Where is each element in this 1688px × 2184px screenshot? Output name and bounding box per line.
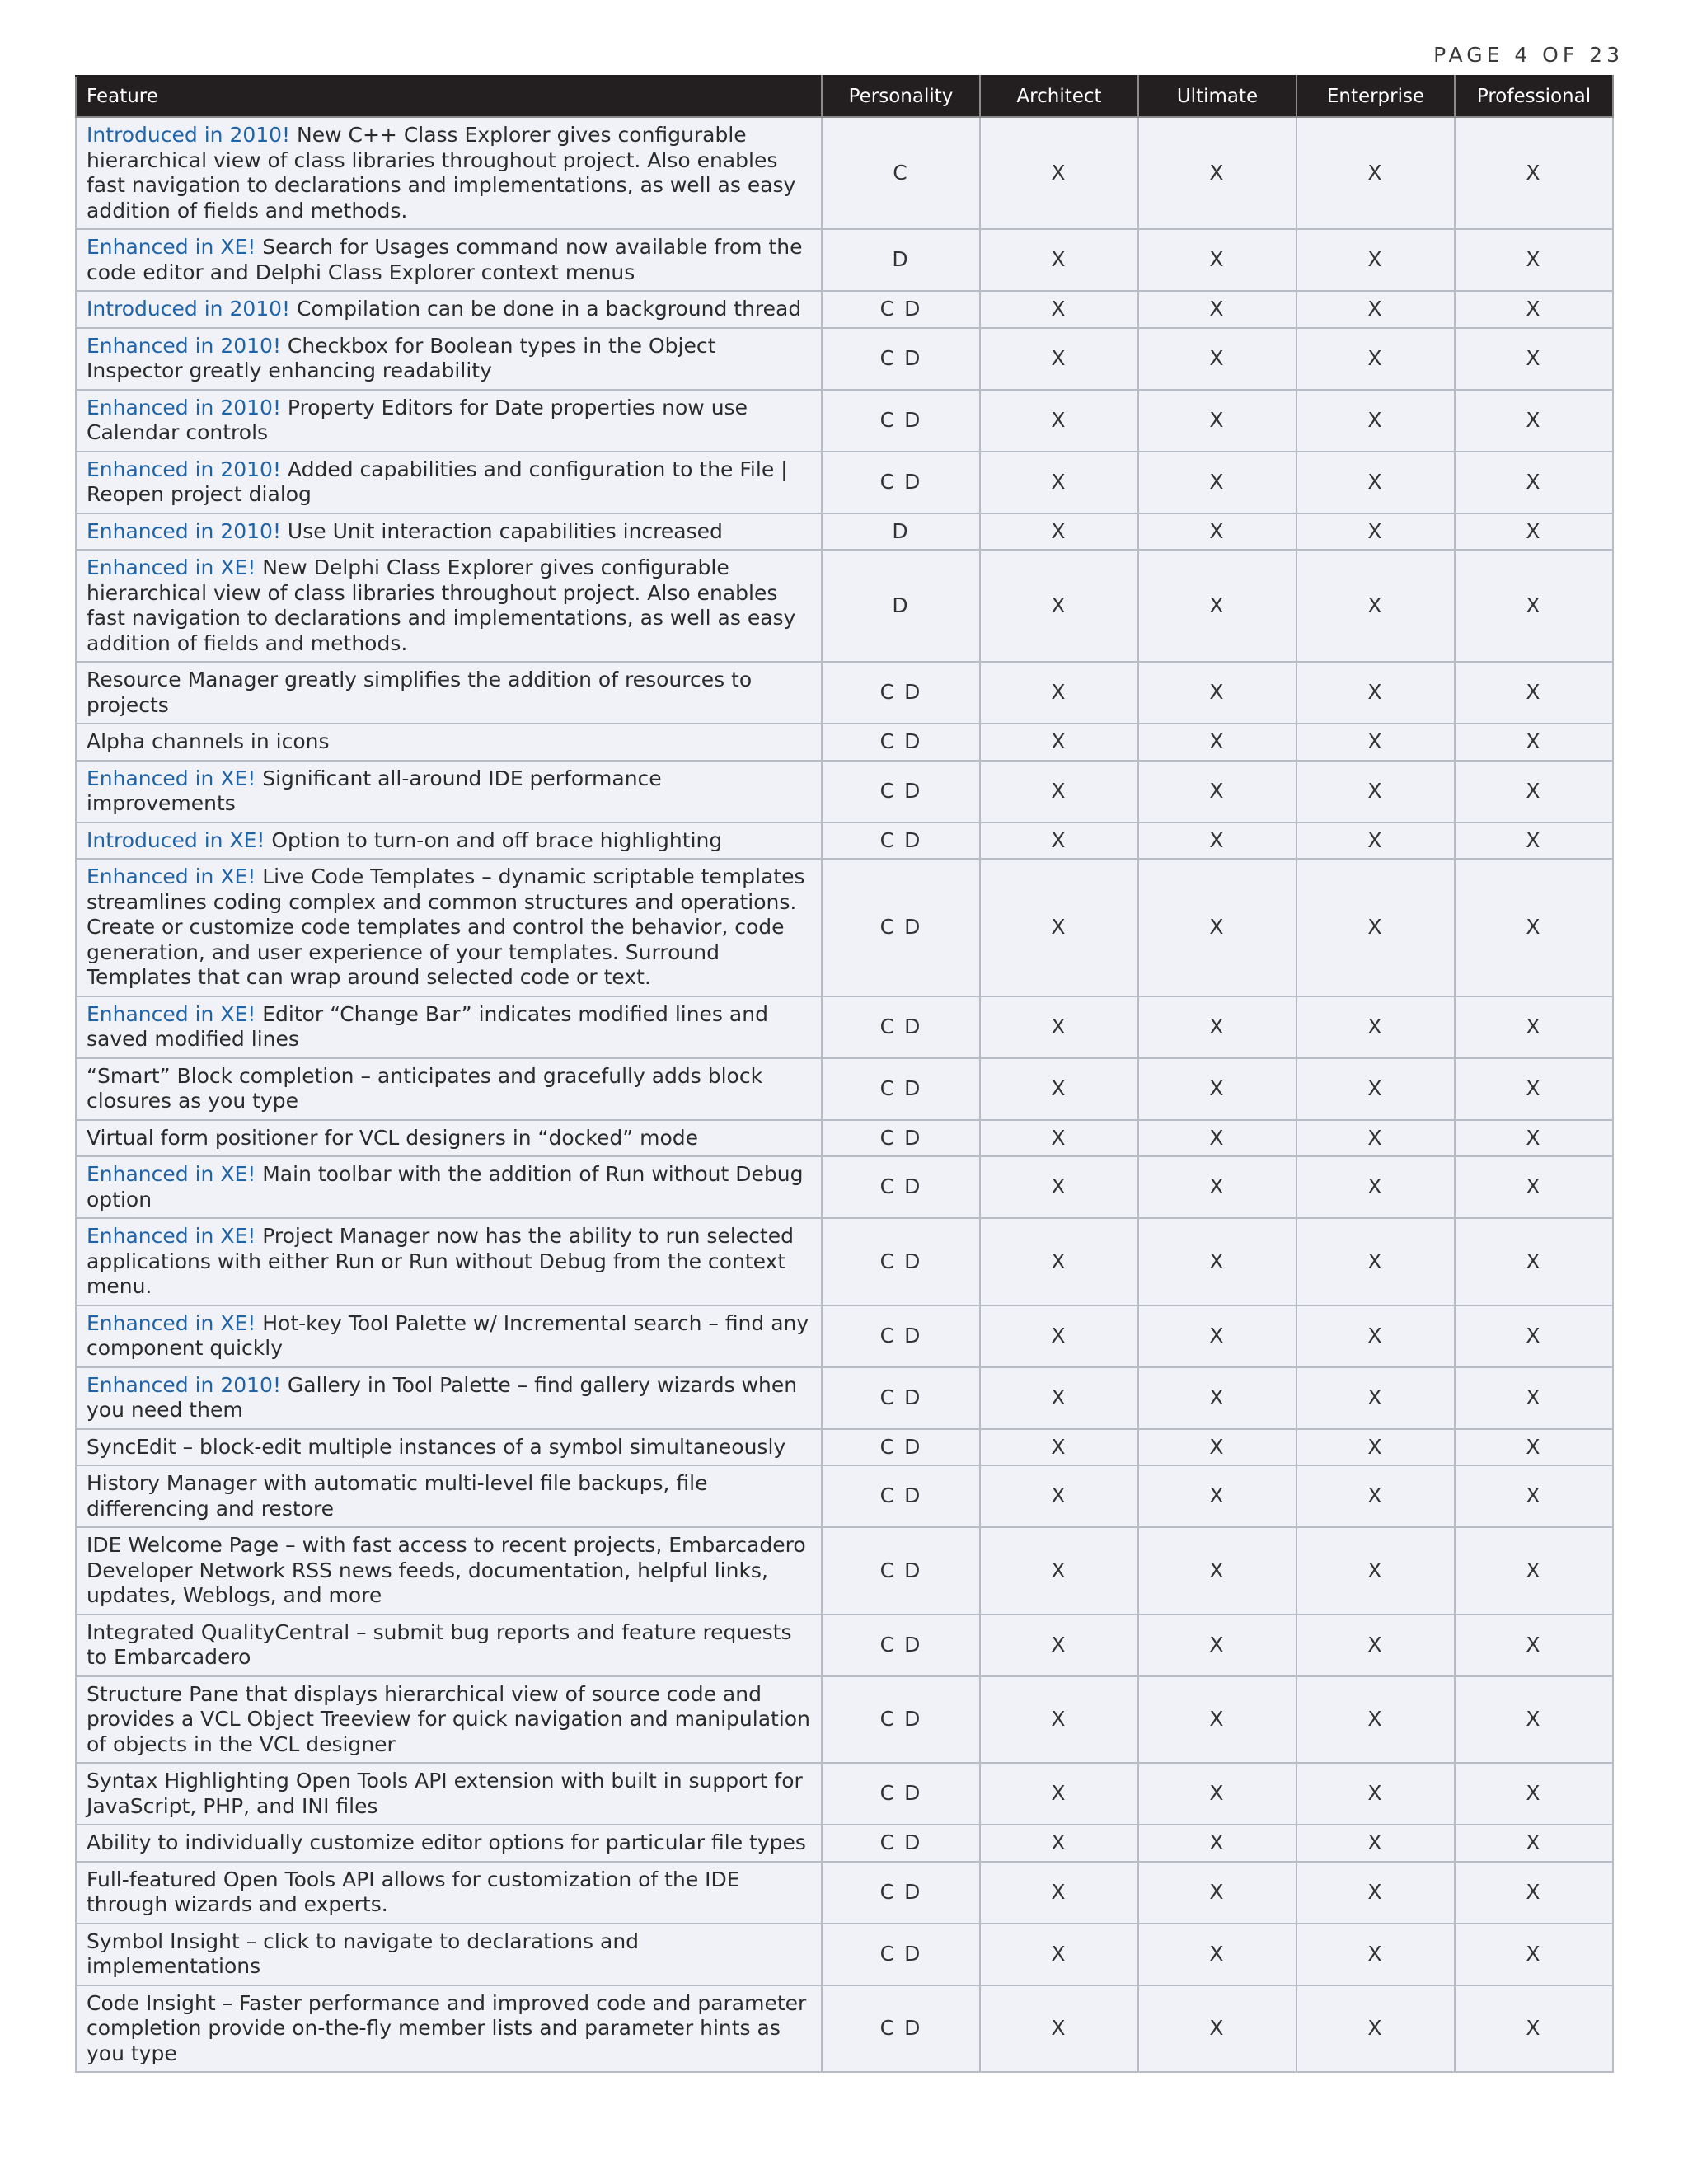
feature-description: Full-featured Open Tools API allows for customization of the IDE through wizards and experts. <box>87 1867 740 1916</box>
table-row <box>76 328 1613 390</box>
edition-cell-enterprise: X <box>1296 761 1455 823</box>
feature-cell <box>76 1676 822 1764</box>
edition-cell-enterprise: X <box>1296 859 1455 996</box>
feature-description: Alpha channels in icons <box>87 729 330 753</box>
edition-cell-ultimate: X <box>1138 1985 1296 2073</box>
edition-cell-architect: X <box>980 1527 1138 1615</box>
edition-cell-personality: C D <box>822 1825 980 1862</box>
feature-cell <box>76 291 822 328</box>
edition-cell-professional: X <box>1455 1825 1613 1862</box>
edition-cell-professional: X <box>1455 1305 1613 1367</box>
feature-cell <box>76 1862 822 1924</box>
feature-cell <box>76 1825 822 1862</box>
feature-cell <box>76 823 822 860</box>
edition-cell-personality: C D <box>822 761 980 823</box>
feature-highlight-label: Introduced in XE! <box>87 827 265 852</box>
feature-cell <box>76 1156 822 1218</box>
edition-cell-professional: X <box>1455 1367 1613 1429</box>
feature-cell <box>76 1367 822 1429</box>
edition-cell-enterprise: X <box>1296 452 1455 513</box>
edition-cell-enterprise: X <box>1296 229 1455 291</box>
edition-cell-architect: X <box>980 117 1138 229</box>
feature-description: Code Insight – Faster performance and improved code and parameter completion provide on-the-fly member lists and parameter hints as you type <box>87 1990 807 2065</box>
edition-cell-architect: X <box>980 996 1138 1058</box>
edition-cell-enterprise: X <box>1296 996 1455 1058</box>
feature-cell <box>76 1985 822 2073</box>
feature-cell <box>76 724 822 761</box>
edition-cell-ultimate: X <box>1138 229 1296 291</box>
edition-cell-enterprise: X <box>1296 1218 1455 1305</box>
edition-cell-ultimate: X <box>1138 996 1296 1058</box>
column-header-enterprise: Enterprise <box>1296 76 1455 117</box>
feature-cell <box>76 513 822 551</box>
edition-cell-enterprise: X <box>1296 724 1455 761</box>
edition-cell-personality: C D <box>822 1924 980 1985</box>
edition-cell-architect: X <box>980 1465 1138 1527</box>
table-row <box>76 1429 1613 1466</box>
edition-cell-personality: D <box>822 513 980 551</box>
edition-cell-enterprise: X <box>1296 1429 1455 1466</box>
feature-cell <box>76 1058 822 1120</box>
feature-highlight-label: Enhanced in XE! <box>87 555 256 579</box>
edition-cell-architect: X <box>980 1763 1138 1825</box>
feature-matrix-table <box>75 75 1614 2073</box>
edition-cell-enterprise: X <box>1296 1058 1455 1120</box>
edition-cell-enterprise: X <box>1296 1527 1455 1615</box>
edition-cell-personality: C D <box>822 996 980 1058</box>
edition-cell-architect: X <box>980 823 1138 860</box>
edition-cell-ultimate: X <box>1138 390 1296 452</box>
table-row <box>76 1120 1613 1157</box>
edition-cell-ultimate: X <box>1138 1615 1296 1676</box>
feature-highlight-label: Introduced in 2010! <box>87 123 291 147</box>
table-row <box>76 1527 1613 1615</box>
edition-cell-professional: X <box>1455 1429 1613 1466</box>
table-row <box>76 1676 1613 1764</box>
edition-cell-personality: C D <box>822 1120 980 1157</box>
edition-cell-professional: X <box>1455 859 1613 996</box>
column-header-ultimate: Ultimate <box>1138 76 1296 117</box>
feature-description: Ability to individually customize editor options for particular file types <box>87 1830 806 1854</box>
feature-description: New Delphi Class Explorer gives configurable hierarchical view of class libraries throughout project. Also enables fast navigation to declarations and implementations, as well as easy addition of fields and methods. <box>87 555 796 655</box>
edition-cell-enterprise: X <box>1296 1985 1455 2073</box>
table-row <box>76 823 1613 860</box>
feature-description: IDE Welcome Page – with fast access to recent projects, Embarcadero Developer Network RSS news feeds, documentation, helpful links, updates, Weblogs, and more <box>87 1533 806 1607</box>
feature-description: History Manager with automatic multi-level file backups, file differencing and restore <box>87 1471 708 1521</box>
edition-cell-personality: C D <box>822 1862 980 1924</box>
edition-cell-ultimate: X <box>1138 1465 1296 1527</box>
feature-highlight-label: Enhanced in 2010! <box>87 1372 281 1397</box>
feature-highlight-label: Enhanced in 2010! <box>87 457 281 481</box>
table-row <box>76 996 1613 1058</box>
edition-cell-architect: X <box>980 1058 1138 1120</box>
edition-cell-personality: C D <box>822 1465 980 1527</box>
edition-cell-professional: X <box>1455 1058 1613 1120</box>
page-number: PAGE 4 OF 23 <box>1433 43 1624 67</box>
feature-cell <box>76 550 822 662</box>
feature-description: Checkbox for Boolean types in the Object Inspector greatly enhancing readability <box>87 333 716 382</box>
feature-cell <box>76 1527 822 1615</box>
table-body <box>76 117 1613 2072</box>
edition-cell-ultimate: X <box>1138 1120 1296 1157</box>
edition-cell-professional: X <box>1455 328 1613 390</box>
feature-description: Virtual form positioner for VCL designers in “docked” mode <box>87 1125 699 1150</box>
feature-description: Main toolbar with the addition of Run without Debug option <box>87 1162 804 1212</box>
feature-description: Significant all-around IDE performance improvements <box>87 766 662 815</box>
table-row <box>76 859 1613 996</box>
edition-cell-personality: C D <box>822 1527 980 1615</box>
feature-highlight-label: Enhanced in 2010! <box>87 518 281 543</box>
feature-cell <box>76 390 822 452</box>
edition-cell-professional: X <box>1455 117 1613 229</box>
edition-cell-professional: X <box>1455 229 1613 291</box>
feature-description: Property Editors for Date properties now use Calendar controls <box>87 395 748 444</box>
edition-cell-ultimate: X <box>1138 328 1296 390</box>
column-header-personality: Personality <box>822 76 980 117</box>
edition-cell-professional: X <box>1455 996 1613 1058</box>
edition-cell-professional: X <box>1455 1156 1613 1218</box>
table-row <box>76 662 1613 724</box>
feature-description: Added capabilities and configuration to the File | Reopen project dialog <box>87 457 788 506</box>
edition-cell-enterprise: X <box>1296 1676 1455 1764</box>
feature-description: Hot-key Tool Palette w/ Incremental search – find any component quickly <box>87 1310 809 1360</box>
edition-cell-ultimate: X <box>1138 1218 1296 1305</box>
edition-cell-enterprise: X <box>1296 291 1455 328</box>
feature-description: Option to turn-on and off brace highlighting <box>265 827 723 852</box>
table-row <box>76 1305 1613 1367</box>
table-row <box>76 550 1613 662</box>
table-row <box>76 513 1613 551</box>
edition-cell-professional: X <box>1455 1120 1613 1157</box>
edition-cell-ultimate: X <box>1138 1058 1296 1120</box>
edition-cell-architect: X <box>980 229 1138 291</box>
edition-cell-ultimate: X <box>1138 823 1296 860</box>
feature-cell <box>76 1218 822 1305</box>
edition-cell-professional: X <box>1455 1615 1613 1676</box>
edition-cell-ultimate: X <box>1138 1429 1296 1466</box>
feature-highlight-label: Enhanced in 2010! <box>87 395 281 419</box>
feature-description: Syntax Highlighting Open Tools API extension with built in support for JavaScript, PHP, and INI files <box>87 1769 803 1818</box>
edition-cell-personality: C D <box>822 1367 980 1429</box>
edition-cell-personality: C D <box>822 291 980 328</box>
feature-highlight-label: Enhanced in XE! <box>87 1224 256 1248</box>
feature-cell <box>76 229 822 291</box>
table-row <box>76 1615 1613 1676</box>
edition-cell-ultimate: X <box>1138 859 1296 996</box>
edition-cell-professional: X <box>1455 1862 1613 1924</box>
edition-cell-architect: X <box>980 859 1138 996</box>
edition-cell-professional: X <box>1455 1763 1613 1825</box>
edition-cell-architect: X <box>980 662 1138 724</box>
edition-cell-professional: X <box>1455 1985 1613 2073</box>
feature-cell <box>76 1763 822 1825</box>
feature-description: “Smart” Block completion – anticipates and gracefully adds block closures as you type <box>87 1063 763 1113</box>
table-row <box>76 291 1613 328</box>
edition-cell-ultimate: X <box>1138 452 1296 513</box>
edition-cell-enterprise: X <box>1296 1763 1455 1825</box>
edition-cell-architect: X <box>980 550 1138 662</box>
edition-cell-ultimate: X <box>1138 513 1296 551</box>
edition-cell-professional: X <box>1455 662 1613 724</box>
edition-cell-ultimate: X <box>1138 1862 1296 1924</box>
feature-cell <box>76 996 822 1058</box>
feature-cell <box>76 117 822 229</box>
edition-cell-personality: C <box>822 117 980 229</box>
table-row <box>76 724 1613 761</box>
edition-cell-ultimate: X <box>1138 724 1296 761</box>
table-row <box>76 1367 1613 1429</box>
edition-cell-professional: X <box>1455 1527 1613 1615</box>
edition-cell-ultimate: X <box>1138 117 1296 229</box>
feature-description: Search for Usages command now available from the code editor and Delphi Class Explorer context menus <box>87 235 803 284</box>
table-row <box>76 390 1613 452</box>
edition-cell-architect: X <box>980 1676 1138 1764</box>
edition-cell-personality: D <box>822 229 980 291</box>
feature-description: SyncEdit – block-edit multiple instances of a symbol simultaneously <box>87 1434 786 1459</box>
table-row <box>76 229 1613 291</box>
edition-cell-personality: C D <box>822 1305 980 1367</box>
edition-cell-architect: X <box>980 390 1138 452</box>
feature-cell <box>76 1429 822 1466</box>
edition-cell-personality: C D <box>822 1985 980 2073</box>
edition-cell-ultimate: X <box>1138 1367 1296 1429</box>
feature-cell <box>76 452 822 513</box>
feature-highlight-label: Enhanced in XE! <box>87 766 256 790</box>
feature-highlight-label: Enhanced in XE! <box>87 1162 256 1186</box>
edition-cell-architect: X <box>980 724 1138 761</box>
edition-cell-enterprise: X <box>1296 1924 1455 1985</box>
edition-cell-personality: C D <box>822 452 980 513</box>
edition-cell-architect: X <box>980 513 1138 551</box>
feature-highlight-label: Enhanced in XE! <box>87 1310 256 1335</box>
feature-highlight-label: Enhanced in 2010! <box>87 333 281 358</box>
table-row <box>76 761 1613 823</box>
edition-cell-ultimate: X <box>1138 1527 1296 1615</box>
feature-highlight-label: Enhanced in XE! <box>87 865 256 888</box>
edition-cell-ultimate: X <box>1138 291 1296 328</box>
edition-cell-ultimate: X <box>1138 662 1296 724</box>
edition-cell-enterprise: X <box>1296 1367 1455 1429</box>
edition-cell-architect: X <box>980 1120 1138 1157</box>
feature-description: Project Manager now has the ability to run selected applications with either Run or Run without Debug from the context menu. <box>87 1224 794 1298</box>
edition-cell-professional: X <box>1455 513 1613 551</box>
edition-cell-enterprise: X <box>1296 550 1455 662</box>
edition-cell-personality: C D <box>822 1615 980 1676</box>
table-row <box>76 1218 1613 1305</box>
table-row <box>76 1465 1613 1527</box>
edition-cell-personality: C D <box>822 859 980 996</box>
edition-cell-ultimate: X <box>1138 1305 1296 1367</box>
edition-cell-enterprise: X <box>1296 1615 1455 1676</box>
table-row <box>76 117 1613 229</box>
edition-cell-enterprise: X <box>1296 1465 1455 1527</box>
edition-cell-architect: X <box>980 1615 1138 1676</box>
edition-cell-professional: X <box>1455 761 1613 823</box>
table-row <box>76 1763 1613 1825</box>
feature-cell <box>76 1615 822 1676</box>
feature-cell <box>76 761 822 823</box>
feature-cell <box>76 662 822 724</box>
edition-cell-professional: X <box>1455 550 1613 662</box>
edition-cell-architect: X <box>980 761 1138 823</box>
edition-cell-architect: X <box>980 1924 1138 1985</box>
edition-cell-personality: C D <box>822 1218 980 1305</box>
edition-cell-professional: X <box>1455 823 1613 860</box>
edition-cell-personality: C D <box>822 1429 980 1466</box>
edition-cell-personality: D <box>822 550 980 662</box>
edition-cell-personality: C D <box>822 1676 980 1764</box>
edition-cell-professional: X <box>1455 1924 1613 1985</box>
edition-cell-ultimate: X <box>1138 1156 1296 1218</box>
feature-description: Resource Manager greatly simplifies the addition of resources to projects <box>87 668 753 717</box>
feature-description: Symbol Insight – click to navigate to declarations and implementations <box>87 1929 640 1978</box>
edition-cell-personality: C D <box>822 1763 980 1825</box>
edition-cell-personality: C D <box>822 1058 980 1120</box>
feature-description: Compilation can be done in a background thread <box>290 297 802 321</box>
edition-cell-architect: X <box>980 1862 1138 1924</box>
edition-cell-professional: X <box>1455 390 1613 452</box>
table-row <box>76 1985 1613 2073</box>
edition-cell-architect: X <box>980 1305 1138 1367</box>
edition-cell-enterprise: X <box>1296 328 1455 390</box>
feature-cell <box>76 1465 822 1527</box>
feature-description: Use Unit interaction capabilities increased <box>280 518 723 543</box>
table-row <box>76 452 1613 513</box>
feature-highlight-label: Enhanced in XE! <box>87 1001 256 1026</box>
edition-cell-architect: X <box>980 291 1138 328</box>
feature-cell <box>76 1924 822 1985</box>
feature-description: Editor “Change Bar” indicates modified lines and saved modified lines <box>87 1001 768 1051</box>
edition-cell-architect: X <box>980 452 1138 513</box>
edition-cell-enterprise: X <box>1296 1305 1455 1367</box>
feature-cell <box>76 1305 822 1367</box>
edition-cell-ultimate: X <box>1138 761 1296 823</box>
edition-cell-personality: C D <box>822 328 980 390</box>
edition-cell-personality: C D <box>822 662 980 724</box>
edition-cell-professional: X <box>1455 1218 1613 1305</box>
edition-cell-enterprise: X <box>1296 823 1455 860</box>
edition-cell-architect: X <box>980 1985 1138 2073</box>
table-header-row <box>76 76 1613 117</box>
edition-cell-enterprise: X <box>1296 117 1455 229</box>
feature-description: New C++ Class Explorer gives configurable hierarchical view of class libraries throughout project. Also enables fast navigation to declarations and implementations, as well as easy addition of fields and methods. <box>87 123 796 223</box>
edition-cell-ultimate: X <box>1138 1763 1296 1825</box>
feature-cell <box>76 328 822 390</box>
edition-cell-personality: C D <box>822 390 980 452</box>
edition-cell-architect: X <box>980 1218 1138 1305</box>
edition-cell-personality: C D <box>822 823 980 860</box>
feature-description: Gallery in Tool Palette – find gallery wizards when you need them <box>87 1372 798 1422</box>
table-row <box>76 1924 1613 1985</box>
edition-cell-professional: X <box>1455 291 1613 328</box>
edition-cell-architect: X <box>980 1429 1138 1466</box>
edition-cell-enterprise: X <box>1296 1825 1455 1862</box>
edition-cell-enterprise: X <box>1296 390 1455 452</box>
edition-cell-architect: X <box>980 328 1138 390</box>
table-row <box>76 1862 1613 1924</box>
table-row <box>76 1825 1613 1862</box>
edition-cell-personality: C D <box>822 1156 980 1218</box>
table-row <box>76 1156 1613 1218</box>
edition-cell-professional: X <box>1455 724 1613 761</box>
edition-cell-enterprise: X <box>1296 1120 1455 1157</box>
edition-cell-architect: X <box>980 1156 1138 1218</box>
edition-cell-architect: X <box>980 1367 1138 1429</box>
edition-cell-ultimate: X <box>1138 1825 1296 1862</box>
feature-description: Structure Pane that displays hierarchical view of source code and provides a VCL Object Treeview for quick navigation and manipulation of objects in the VCL designer <box>87 1681 810 1756</box>
edition-cell-enterprise: X <box>1296 1156 1455 1218</box>
feature-highlight-label: Enhanced in XE! <box>87 235 256 259</box>
feature-cell <box>76 859 822 996</box>
edition-cell-ultimate: X <box>1138 550 1296 662</box>
table-row <box>76 1058 1613 1120</box>
edition-cell-personality: C D <box>822 724 980 761</box>
feature-description: Live Code Templates – dynamic scriptable templates streamlines coding complex and common structures and operations. Create or customize code templates and control the behavior, code generation, and user experience of your templates. Surround Templates that can wrap around selected code or text. <box>87 865 805 989</box>
feature-highlight-label: Introduced in 2010! <box>87 297 291 321</box>
edition-cell-architect: X <box>980 1825 1138 1862</box>
column-header-professional: Professional <box>1455 76 1613 117</box>
edition-cell-professional: X <box>1455 452 1613 513</box>
edition-cell-enterprise: X <box>1296 662 1455 724</box>
column-header-feature: Feature <box>76 76 822 117</box>
column-header-architect: Architect <box>980 76 1138 117</box>
edition-cell-professional: X <box>1455 1676 1613 1764</box>
feature-description: Integrated QualityCentral – submit bug reports and feature requests to Embarcadero <box>87 1619 792 1669</box>
edition-cell-enterprise: X <box>1296 513 1455 551</box>
edition-cell-ultimate: X <box>1138 1924 1296 1985</box>
feature-cell <box>76 1120 822 1157</box>
edition-cell-enterprise: X <box>1296 1862 1455 1924</box>
edition-cell-ultimate: X <box>1138 1676 1296 1764</box>
edition-cell-professional: X <box>1455 1465 1613 1527</box>
